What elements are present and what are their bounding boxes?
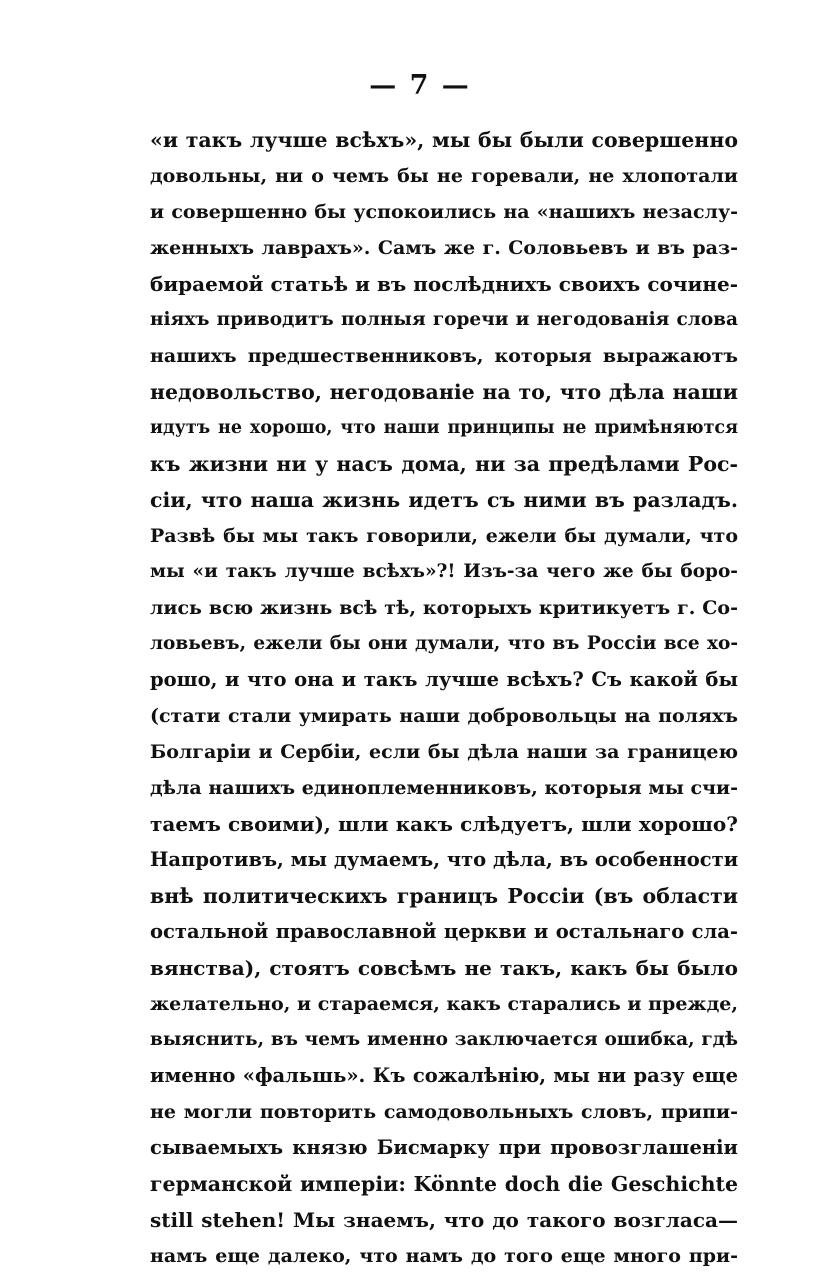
text-line: таемъ своими), шли какъ слѣдуетъ, шли хорошо? xyxy=(150,812,738,836)
text-line: ловьевъ, ежели бы они думали, что въ Россіи все хо- xyxy=(150,633,738,654)
text-line: нашихъ предшественниковъ, которыя выражаютъ xyxy=(150,345,738,367)
text-line: Развѣ бы мы такъ говорили, ежели бы думали, что xyxy=(150,525,738,547)
text-line: рошо, и что она и такъ лучше всѣхъ? Съ какой бы xyxy=(150,668,738,691)
text-line: сіи, что наша жизнь идетъ съ ними въ разладъ. xyxy=(150,488,738,512)
text-line: (стати стали умирать наши добровольцы на поляхъ xyxy=(150,705,738,727)
text-line: желательно, и стараемся, какъ старались и прежде, xyxy=(150,993,738,1015)
text-line: Напротивъ, мы думаемъ, что дѣла, въ особенности xyxy=(150,848,739,871)
text-line: вянства), стоятъ совсѣмъ не такъ, какъ бы было xyxy=(150,956,738,980)
text-line: дѣла нашихъ единоплеменниковъ, которыя мы счи- xyxy=(150,777,738,799)
text-line: остальной православной церкви и остальнаго сла- xyxy=(150,920,738,943)
text-line: still stehen! Мы знаемъ, что до такого возгласа— xyxy=(150,1208,738,1232)
text-line: лись всю жизнь всѣ тѣ, которыхъ критикуетъ г. Со- xyxy=(150,597,738,619)
text-line: мы «и такъ лучше всѣхъ»?! Изъ-за чего же бы боро- xyxy=(150,561,738,582)
text-line: недовольство, негодованіе на то, что дѣла наши xyxy=(150,380,738,404)
text-line: «и такъ лучше всѣхъ», мы бы были совершенно xyxy=(150,128,738,152)
text-line: довольны, ни о чемъ бы не горевали, не хлопотали xyxy=(150,165,738,187)
text-line: сываемыхъ князю Бисмарку при провозглашеніи xyxy=(150,1136,738,1159)
text-line: не могли повторить самодовольныхъ словъ, припи- xyxy=(150,1101,738,1123)
text-line: ніяхъ приводитъ полныя горечи и негодованія слова xyxy=(150,309,738,330)
text-line: и совершенно бы успокоились на «нашихъ незаслу- xyxy=(150,201,738,223)
body-text xyxy=(150,122,738,1274)
text-line: именно «фальшь». Къ сожалѣнію, мы ни разу еще xyxy=(150,1064,738,1087)
text-line: внѣ политическихъ границъ Россіи (въ области xyxy=(150,884,738,908)
text-line: бираемой статьѣ и въ послѣднихъ своихъ сочине- xyxy=(150,272,738,296)
text-line: къ жизни ни у насъ дома, ни за предѣлами Рос- xyxy=(150,452,738,476)
text-line: намъ еще далеко, что намъ до того еще много при- xyxy=(150,1245,738,1267)
text-line: идутъ не хорошо, что наши принципы не примѣняются xyxy=(150,418,738,438)
page-number: — 7 — xyxy=(369,70,471,101)
text-line: Болгаріи и Сербіи, если бы дѣла наши за границею xyxy=(150,741,738,763)
text-line: женныхъ лаврахъ». Самъ же г. Соловьевъ и въ раз- xyxy=(150,237,738,259)
text-line: германской имперіи: Könnte doch die Geschichte xyxy=(150,1172,738,1196)
text-line: выяснить, въ чемъ именно заключается ошибка, гдѣ xyxy=(150,1029,738,1050)
